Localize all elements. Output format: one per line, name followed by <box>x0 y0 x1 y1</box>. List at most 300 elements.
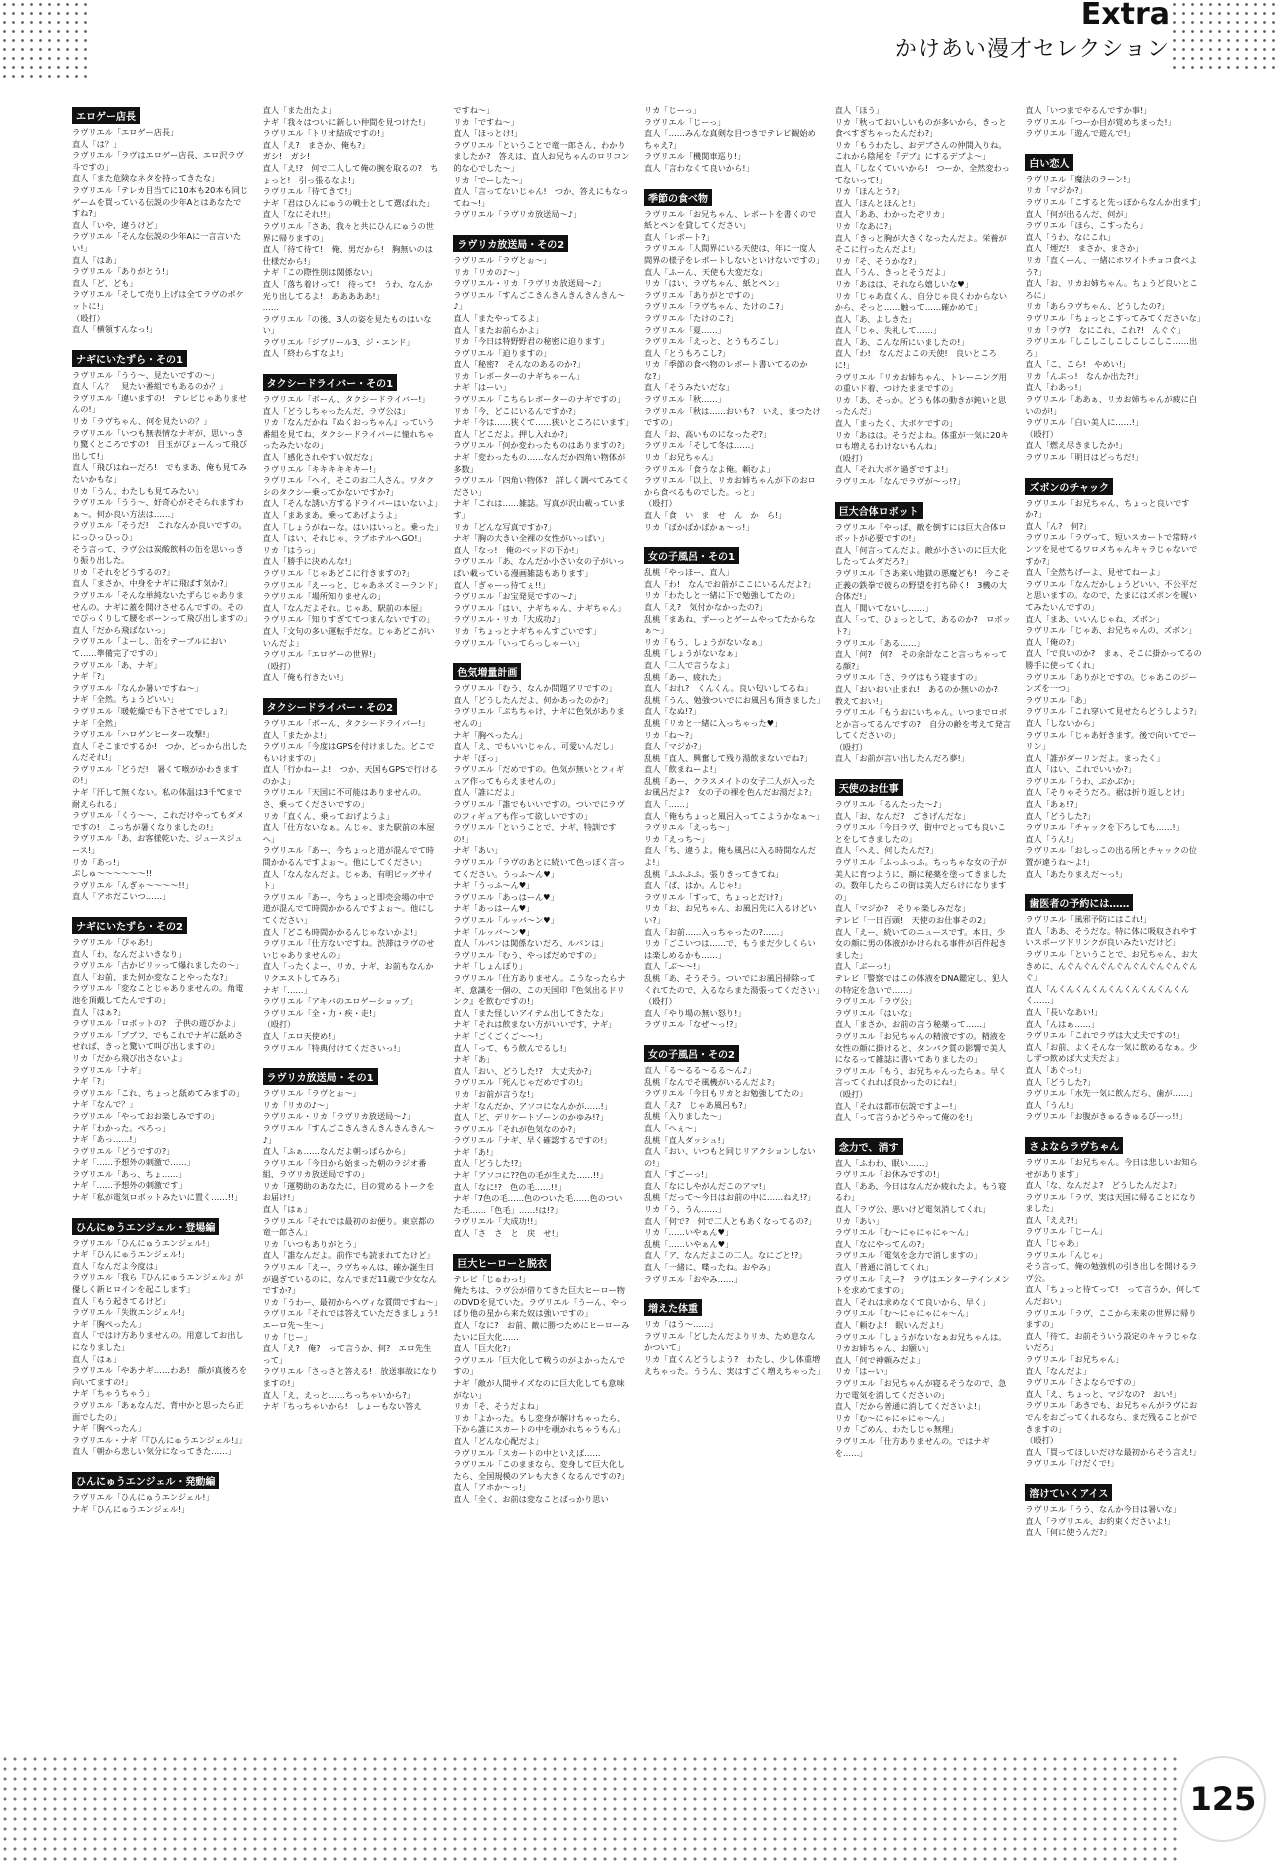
dialogue-line: 直人「とうもろこし?」 <box>644 347 731 358</box>
dialogue-line: ラヴリエル「んじゃ」 <box>1025 1249 1108 1260</box>
dialogue-line: 直人「え? まさか、俺も?」 <box>262 139 370 150</box>
dialogue-line: （殴打） <box>834 741 868 752</box>
dialogue-line: 直人「もう起きてるけど」 <box>72 1295 171 1306</box>
dialogue-line: 直人「なんだよ」 <box>1025 1365 1091 1376</box>
dialogue-line: ラヴリエル「しこしこしこしこしこしこ……出ろ」 <box>1025 336 1198 358</box>
dialogue-line: 直人「お前、よくそんな一気に飲めるなぁ。少しずつ飲めば大丈夫だよ」 <box>1025 1041 1198 1064</box>
dialogue-line: 直人「また出たよ」 <box>262 105 337 115</box>
dialogue-line: ラヴリエル「そうだ! これなんか良いですの。にっひっひっひ」 <box>72 520 247 542</box>
dialogue-line: 直人「それは都市伝説ですよー!」 <box>834 1100 961 1111</box>
dialogue-line: ラヴリエル「ひんにゅうエンジェル!」 <box>72 1237 214 1248</box>
dialogue-line: ラヴリエル「えっち～」 <box>644 822 734 833</box>
dialogue-line: ナギ「胸ぺったん」 <box>72 1318 146 1329</box>
dialogue-line: 直人「まあまあ。乗ってあげようよ」 <box>262 510 402 520</box>
dialogue-line: ナギ「私が電気ロボットみたいに置く……!!」 <box>72 1192 243 1203</box>
section-title: 女の子風呂・その1 <box>644 547 739 564</box>
dialogue-line: 乱桃「ふふふふ。張りきってきてね」 <box>644 868 784 879</box>
dialogue-line: リカ「ほんとう?」 <box>834 186 905 197</box>
dialogue-line: 直人「ぶーっ!」 <box>834 961 895 972</box>
dialogue-line: 直人「わ! なんだよこの天使! 良いところに!」 <box>834 348 997 371</box>
section-title: さよならラヴちゃん <box>1025 1137 1123 1154</box>
dialogue-line: 直人「うん!」 <box>1025 833 1078 844</box>
dialogue-line: リカ「ラヴ? なにこれ、これ?! んぐぐ」 <box>1025 324 1186 335</box>
dialogue-section <box>1025 892 1202 1123</box>
dialogue-line: ラヴリエル「お休みですの!」 <box>834 1169 945 1180</box>
dialogue-line: リカ「うん、わたしも見てみたい」 <box>72 485 204 496</box>
dialogue-line: リカ「お前が言うな!」 <box>453 1088 539 1099</box>
dialogue-line: 直人「それは求めなくて良いから、早く」 <box>834 1296 991 1307</box>
dialogue-line: ラヴリエル「ボーん、タクシードライバー!」 <box>262 394 430 405</box>
dialogue-section <box>262 372 443 684</box>
dialogue-line: 直人「普通に消してくれ」 <box>834 1262 933 1273</box>
dialogue-line: 直人「あぐっ!」 <box>1025 1064 1086 1075</box>
dialogue-line: ラヴリエル「ひんにゅうエンジェル!」 <box>72 1491 214 1502</box>
dialogue-line: ラヴリエル「明日はどっちだ!」 <box>1025 452 1143 463</box>
dialogue-line: ラヴリエル「どうだ! 暑くて喉がかわきますの!」 <box>72 763 239 786</box>
dialogue-line: リカ「はう～……」 <box>644 1319 718 1330</box>
dialogue-line: ナギ「……」 <box>262 984 312 995</box>
dialogue-line: 直人「ぱ、はか。んじゃ!」 <box>644 880 746 891</box>
dialogue-line: 直人「お、高いものになったぞ?」 <box>644 428 772 439</box>
dialogue-line: 直人「まあ、いいんじゃね、ズボン」 <box>1025 613 1165 624</box>
dialogue-line: ラヴリエル「ジブリール3、ジ・エンド」 <box>262 336 415 347</box>
dialogue-line: 直人「……」 <box>644 799 694 810</box>
dialogue-line: ラヴリエル「人間界にいる天使は、年に一度人間界の様子をレポートしないといけないですの」 <box>644 243 825 265</box>
section-title: ひんにゅうエンジェル・登場編 <box>72 1218 219 1235</box>
dialogue-line: ラヴリエル「ナギ」 <box>72 1064 146 1075</box>
dialogue-line: 直人「何で? 何で二人ともあくなってるの?」 <box>644 1215 817 1226</box>
dialogue-line: ラヴリエル「失敗エンジェル!」 <box>72 1307 190 1318</box>
dialogue-line: 直人「どこも時間かかるんじゃないかよ!」 <box>262 926 422 937</box>
dialogue-line: リカ「運勢助のあなたに、目の覚めるトークをお届け!」 <box>262 1180 435 1203</box>
dialogue-line: 直人「わ! なんでお前がここにいるんだよ?」 <box>644 578 816 589</box>
dialogue-line: リカ「えっち～」 <box>644 833 710 844</box>
dialogue-line: リカ「秋っておいしいものが多いから、きっと食べすぎちゃったんだわ?」 <box>834 116 1007 139</box>
dialogue-line: 直人「買ってほしいだけな最初からそう言え!」 <box>1025 1446 1201 1457</box>
dialogue-line: リカ「わたしと一緒に下で勉強してたの」 <box>644 590 800 601</box>
dialogue-line: ラヴリエル「テレカ目当てに10本も20本も同じゲームを買っている伝説の少年Aとはあなたですね?」 <box>72 184 249 219</box>
dialogue-line: ラヴリエル「待てきて!」 <box>262 186 356 197</box>
dialogue-line: リカ「……いやぁん♥」 <box>644 1227 734 1238</box>
dialogue-line: ラヴリエル「ほら、こすったら」 <box>1025 220 1148 231</box>
dialogue-line: テレビ「警察ではこの体液をDNA鑑定し、犯人の特定を急いで……」 <box>834 972 1009 995</box>
dialogue-line: ラヴリエル「ププフ、でもこれでナギに舐めさせれば、きっと驚いて叫び出しますの」 <box>72 1029 244 1052</box>
dialogue-line: 直人「へぇ～」 <box>644 1122 702 1133</box>
dialogue-line: 直人「聞いてないし……」 <box>834 602 933 613</box>
dialogue-line: 直人「ったくよー、リカ、ナギ、お前もなんかリクエストしてみろ」 <box>262 961 434 983</box>
dialogue-line: 直人「俺の?」 <box>1025 636 1079 647</box>
dialogue-line: ラヴリエル「機関車巡り!」 <box>644 151 746 162</box>
dot-pattern-top-left <box>0 0 90 80</box>
section-title: ひんにゅうエンジェル・発動編 <box>72 1472 219 1489</box>
dialogue-line: リカ「ごめん、わたしじゃ無理」 <box>834 1424 958 1435</box>
dialogue-line: ラヴリエル「誰でもいいですの。ついでにラヴのフィギュアも作って欲しいですの」 <box>453 799 625 821</box>
dialogue-line: 乱桃「入りました～」 <box>644 1111 726 1122</box>
dialogue-line: リカ「そ、そうかな?」 <box>834 255 921 266</box>
dialogue-line: 直人「なんだよ今度は」 <box>72 1260 163 1271</box>
dialogue-line: ラヴリエル「魔法のラーン!」 <box>1025 173 1135 184</box>
dialogue-line: ラヴリエル「やあナギ……わあ! 顔が真後ろを向いてますの!」 <box>72 1365 248 1387</box>
dialogue-line: 直人「なぬ!?」 <box>644 706 701 717</box>
dialogue-line: 直人「まさか、中身をナギに飛ばす気か?」 <box>72 578 232 589</box>
dialogue-line: ラヴリエル「む～にゃにゃにゃ～ん」 <box>834 1227 974 1238</box>
dialogue-line: ラヴリエル「変なことじゃありませんの。角電池を頂戴してたんですの」 <box>72 983 244 1005</box>
dialogue-line: ナギ「あ!」 <box>453 1146 498 1157</box>
dialogue-line: 直人「る～るる～るる～ん♪」 <box>644 1064 756 1075</box>
dialogue-line: ナギ「あっはーん♥」 <box>453 903 535 914</box>
dialogue-line: ナギ「?」 <box>72 671 110 682</box>
dialogue-line: ラヴリエル・リカ「大成功♪」 <box>453 614 565 625</box>
dialogue-line: 直人「そうみたいだな」 <box>644 382 735 393</box>
dialogue-line: 直人「どこだよ。押し入れか?」 <box>453 428 573 439</box>
dialogue-line: リカ「いつもありがとう」 <box>262 1238 361 1249</box>
dialogue-line: ラヴリエル「ラヴちゃん、たけのこ?」 <box>644 301 788 312</box>
dialogue-line: 直人「アホか～っ!」 <box>453 1482 531 1493</box>
dialogue-section <box>835 500 1012 765</box>
dialogue-line: 直人「誰がダーリンだよ。まったく」 <box>1025 752 1165 763</box>
dialogue-line: ラヴリエル「それでは答えていただきましょう! エーロ先～生～」 <box>262 1308 446 1330</box>
dialogue-line: ラヴリエル「こちらレポーターのナギですの」 <box>453 394 626 405</box>
dialogue-line: 直人「じゃあ」 <box>1025 1238 1083 1249</box>
dialogue-line: ラヴリエル「お宝発見ですの～♪」 <box>453 591 582 602</box>
dialogue-line: 直人「って、もう飲んでるし!」 <box>453 1042 572 1053</box>
dialogue-line: ラヴリエル「すって、ちょっとだけ?」 <box>644 891 787 902</box>
dialogue-section <box>72 105 249 336</box>
dialogue-line: ラヴリエル「つーか目が覚めちまった!」 <box>1025 116 1176 127</box>
dialogue-line: リカ「じゃあ直くん、自分じゃ良くわからないから、そっと……触って……確かめて」 <box>834 290 1008 313</box>
dialogue-line: 直人「おれ? くんくん。良い匂いしてるね」 <box>644 683 813 694</box>
dialogue-line: 直人「あたりまえだ～っ!」 <box>1025 868 1127 879</box>
dialogue-line: 直人「何に使うんだ?」 <box>1025 1527 1112 1538</box>
dialogue-line: ラヴリエル「ボーん、タクシードライバー!」 <box>262 717 430 728</box>
dialogue-section <box>453 661 630 1240</box>
dialogue-line: ラヴリエル「我ら『ひんにゅうエンジェル』が優しく新ヒロインを起こします」 <box>72 1272 244 1295</box>
dialogue-line: ラヴリエル「特典付けてくださいっ!」 <box>262 1042 405 1053</box>
dialogue-line: 直人「終わらすなよ!」 <box>262 348 348 359</box>
dialogue-line: 直人「なに!? 色の毛……!!」 <box>453 1181 566 1192</box>
dialogue-line: ラヴリエル「それでは最初のお便り。東京都の竜一郎さん」 <box>262 1215 435 1238</box>
dialogue-line: ナギ「汗して無くない。私の体温は3千℃まで耐えられる」 <box>72 787 242 809</box>
dialogue-line: 直人「うん!」 <box>1025 1099 1078 1110</box>
dialogue-line: ラヴリエル「ということで、お兄ちゃん、お大きめに、んぐんぐんぐんぐんぐんぐんぐんぐんぐ」 <box>1025 949 1198 983</box>
dialogue-line: 直人「ほっとけ!」 <box>453 128 523 139</box>
dialogue-line: ラヴリエル「あー、今ちょっと道が混んでて時間かかるんですよぉ～。他にしてください」 <box>262 845 435 868</box>
dialogue-line: ラヴリエル「ぴゃあ!」 <box>72 937 157 947</box>
dialogue-line: ナギ「わかった。ぺろっ」 <box>72 1122 171 1133</box>
dialogue-line: リカ「だから飛び出さないよ」 <box>72 1052 187 1063</box>
dialogue-line: 直人「え? 気付かなかったの?」 <box>644 601 768 612</box>
dialogue-line: ラヴリエル「暖乾燥でも下させてでしょ?」 <box>72 705 232 716</box>
dialogue-line: 乱桃「しょうがないなぁ」 <box>644 648 743 659</box>
dialogue-line: リカ「リカの♪～」 <box>453 266 524 277</box>
dialogue-line: ラヴリエル「風邪予防にはこれ!」 <box>1025 914 1152 925</box>
dialogue-line: ラヴリエル「秋……」 <box>644 394 726 405</box>
dialogue-line: 直人「またやってるよ」 <box>453 312 544 323</box>
dialogue-line: リカ「ね～?」 <box>644 729 698 740</box>
dialogue-line: ラヴリエル「ちょっとこすってみてくださいな」 <box>1025 312 1205 323</box>
dialogue-line: ナギ「我々はついに新しい仲間を見つけた!」 <box>262 116 430 127</box>
dialogue-line: ラヴリエル「うわ、ぶかぶか」 <box>1025 775 1140 786</box>
dialogue-line: 直人「ど、デリケートゾーンのかゆみ!?」 <box>453 1112 609 1123</box>
dialogue-line: 直人「ほう」 <box>834 105 884 115</box>
dialogue-line: 直人「いや、違うけど」 <box>72 219 162 230</box>
dialogue-line: 直人「はぁ」 <box>262 1204 312 1215</box>
dialogue-line: ラヴリエル「今日から始まった朝のラジオ番組、ラヴリカ放送局ですの」 <box>262 1157 427 1180</box>
dialogue-line: 直人「ええ?!」 <box>1025 1214 1083 1225</box>
dialogue-line: ガシ! ガシ! <box>262 151 311 162</box>
dialogue-line: ラヴリエル「全・力・疾・走!」 <box>262 1007 381 1018</box>
dialogue-line: 直人「んはぁ……」 <box>1025 1018 1100 1029</box>
dialogue-line: 直人「え? 俺? って言うか、何? エロ先生って」 <box>262 1343 432 1365</box>
header-subtitle: かけあい漫才セレクション <box>894 37 1170 62</box>
dialogue-line: ラヴリエル「さよならですの」 <box>1025 1377 1140 1388</box>
dialogue-line: 直人「ではけ方ありませんの。用意してお出しになりました」 <box>72 1330 244 1352</box>
dialogue-line: ラヴリエル「古かビリッって爆れましたの～」 <box>72 960 244 971</box>
dialogue-line: （殴打） <box>1025 1435 1059 1446</box>
dialogue-line: リカ「む～にゃにゃにゃ～ん」 <box>834 1412 949 1423</box>
dialogue-line: リカ「あっ!」 <box>72 856 125 867</box>
dialogue-line: 直人「はぁ」 <box>72 1353 122 1364</box>
dialogue-line: 直人「なんなんだよ。じゃあ、有明ビッグサイト」 <box>262 868 434 891</box>
section-title: ナギにいたずら・その2 <box>72 917 187 934</box>
dialogue-line: 直人「飛びはねーだろ! でもまあ、俺も見てみたいかもな」 <box>72 462 247 485</box>
dialogue-line: ナギ「今は……狭くて……狭いところにいます」 <box>453 417 634 428</box>
dialogue-line: リカ「もう、しょうがないなぁ」 <box>644 636 767 647</box>
dialogue-line: ラヴリエル「はいな」 <box>834 1007 917 1018</box>
dialogue-line: ラヴリエル「エロゲーの世界!」 <box>262 649 381 660</box>
dialogue-section <box>453 233 634 649</box>
dialogue-line: 直人「お前……入っちゃったの?……」 <box>644 926 788 937</box>
dialogue-line: 乱桃「あ、そうそう。ついでにお風呂掃除ってくれてたので、入るならまた湯張ってください」 <box>644 972 824 995</box>
dialogue-line: 直人「二人で言うなよ」 <box>644 659 735 670</box>
section-title: ラヴリカ放送局・その1 <box>263 1068 378 1085</box>
dialogue-line: ラヴリエル「ある……」 <box>834 637 925 648</box>
dialogue-line: ラヴリエル「お兄ちゃん、ちょっと良いですか?」 <box>1025 497 1190 520</box>
dialogue-section <box>72 348 252 903</box>
dialogue-line: ラヴリエル「ルッパ～ン♥」 <box>453 915 559 925</box>
dialogue-line: 直人「え、でもいいじゃん、可愛いんだし」 <box>453 741 619 752</box>
dialogue-line: ラヴリエル「ぷちちゃけ、ナギに色気がありませんの」 <box>453 706 625 728</box>
section-title: 巨大ヒーローと脱衣 <box>453 1254 551 1271</box>
dialogue-line: ラヴリエル「ありがとう!」 <box>72 266 174 277</box>
dialogue-line: ラヴリエル「トリオ結成ですの!」 <box>262 128 389 139</box>
dialogue-line: ラヴリエル「あきでも、お兄ちゃんがラヴにおでんをおごってくれるなら、まだ残ることができますの」 <box>1025 1400 1198 1434</box>
dialogue-line: （殴打） <box>1025 428 1059 439</box>
dialogue-line: リカ「直くんどうしよう? わたし、少し体重増えちゃった。ううん、実はすごく増えちゃった」 <box>644 1354 825 1376</box>
dialogue-line: 乱桃「あー、クラスメイトの女子二人が入ったお風呂だよ? 女の子の裸を色んだお湯だよ?」 <box>644 775 817 798</box>
dialogue-line: ラヴリエル「えー、ラヴちゃんは、確か誕生日が過ぎているのに、なんでまだ11歳で少女なんですか?」 <box>262 1262 437 1296</box>
dialogue-section <box>835 777 1012 1124</box>
dialogue-line: そう言って、ラヴ公は炭酸飲料の缶を思いっきり振り出した。 <box>72 543 244 566</box>
dialogue-line: ラヴリエル「チャックを下ろしても……!」 <box>1025 822 1184 833</box>
dialogue-line: ラヴリエル「ありがとですの。じゃあこのジーンズを一つ」 <box>1025 671 1197 694</box>
dialogue-section <box>72 1216 249 1458</box>
dialogue-line: 直人「なに? お前、敵に勝つためにヒーローみたいに巨大化…… <box>453 1320 630 1342</box>
dialogue-line: ラヴリエル「んぎゃ～～～～!!」 <box>72 879 194 890</box>
dialogue-line: リカ「もうわたし、おデブさんの仲間入りね。これから陰尾を『デブ』にするデブよ～」 <box>834 139 1007 162</box>
dialogue-section <box>262 1066 446 1413</box>
dialogue-line: 直人「んくんくんくんくんくんくんくんくんく……」 <box>1025 983 1190 1006</box>
dialogue-line: 俺たちは、ラヴ公が借りてきた巨大ヒーロー物のDVDを見ていた。ラヴリエル「うーん、やっぱり他の星から来た奴は強いですの」 <box>453 1285 628 1319</box>
dialogue-line: ラヴリエル「おやみ……」 <box>644 1273 743 1284</box>
dialogue-line: ナギ「胸の大きい全裸の女性がいっぱい」 <box>453 533 609 544</box>
dialogue-line: リカ「季節の食べ物のレポート書いてるのかな?」 <box>644 359 808 381</box>
dialogue-section <box>72 1470 249 1515</box>
dialogue-line: （殴打） <box>644 498 677 509</box>
dialogue-line: 直人「巨大化?」 <box>453 1343 516 1354</box>
dialogue-line: ラヴリエル「そして売り上げは全てラヴのポケットに!」 <box>72 289 244 311</box>
dialogue-line: ナギ「7色の毛……色のついた毛……色のついた毛……「色毛」……!は!?」 <box>453 1193 623 1215</box>
section-title: 季節の食べ物 <box>644 189 712 206</box>
dialogue-line: 直人「マジか? そりゃ楽しみだな」 <box>834 903 971 914</box>
dialogue-line: 直人「はあ」 <box>72 254 122 265</box>
section-title: タクシードライバー・その1 <box>263 374 397 391</box>
dialogue-line: 乱桃「リカと一緒に入っちゃった♥」 <box>644 717 783 728</box>
dialogue-line: リカ「なあに?」 <box>834 220 897 231</box>
dialogue-line: ラヴリエル・リカ「ラヴリカ放送局～♪」 <box>262 1111 415 1122</box>
dialogue-line: 直人「さ さ と 戻 せ!」 <box>453 1228 564 1239</box>
dialogue-line: 直人「え、ちょっと、マジなの? おい!」 <box>1025 1388 1181 1399</box>
dialogue-line: 直人「どうしちゃったんだ、ラヴ公は」 <box>262 405 411 416</box>
dialogue-line: ラヴリエル「食うなよ俺。頼むよ」 <box>644 463 775 474</box>
section-title: ナギにいたずら・その1 <box>72 350 187 367</box>
dialogue-line: ラヴリエル「もう、お兄ちゃんったらぁ。早く言ってくれれば良かったのにね!」 <box>834 1065 1007 1088</box>
dialogue-line: ラヴリエル「うう～、好奇心がそそられますわぁ～。何か良い方法は……」 <box>72 497 244 519</box>
dialogue-line: 直人「え? じゃあ風呂も?」 <box>644 1099 751 1110</box>
dot-pattern-bottom <box>0 1754 1180 1864</box>
dialogue-line: リカ「リカの♪～」 <box>262 1099 334 1110</box>
dialogue-line: ラヴリエル「今日もリカとお勉強してたの」 <box>644 1088 808 1099</box>
dialogue-section <box>644 187 825 534</box>
dialogue-line: ナギ「これは……雑誌。写真が沢山載っています」 <box>453 498 626 520</box>
dialogue-line: 直人「秘密? そんなのあるのか?」 <box>453 359 585 370</box>
dialogue-line: ラヴリエル「ありがとですの」 <box>644 289 759 300</box>
dialogue-line: ラヴリエル「の後、3人の姿を見たものはいない」 <box>262 313 432 336</box>
dialogue-line: 直人「お前が言い出したんだろ夢!」 <box>834 753 969 764</box>
dialogue-line: ラヴリエル「たけのこ?」 <box>644 312 739 323</box>
dialogue-section <box>263 696 440 1054</box>
dialogue-line: 直人「お、リカお姉ちゃん。ちょうど良いところに」 <box>1025 278 1198 300</box>
dialogue-line: 直人「頼むよ! 眠いんだよ!」 <box>834 1320 948 1330</box>
dialogue-line: 直人「しないから」 <box>1025 717 1100 728</box>
dialogue-section <box>644 1043 821 1285</box>
dialogue-line: 直人「文句の多い運転手だな。じゃあどこがいいんだよ」 <box>262 625 435 648</box>
dialogue-line: 直人「長いなあい!」 <box>1025 1006 1103 1017</box>
dialogue-line: 直人「食 い ま せ ん か ら!」 <box>644 510 787 520</box>
dialogue-line: ラヴリエル「じゃあ、お兄ちゃんの、ズボン」 <box>1025 625 1197 636</box>
dialogue-line: ラヴリエル「これでラヴは大丈夫ですの!」 <box>1025 1030 1185 1041</box>
dialogue-line: ラヴリエル「どうですの?」 <box>72 1145 175 1156</box>
dialogue-line: 直人「感化されやすい奴だな」 <box>262 452 378 463</box>
dialogue-line: リカ「そ、そうだよね」 <box>453 1401 544 1412</box>
dialogue-section <box>644 105 821 175</box>
section-title: 女の子風呂・その2 <box>644 1045 739 1062</box>
dialogue-line: 直人「きっと胸が大きくなったんだよ。栄養がそこに行ったんだよ!」 <box>834 232 1007 255</box>
dialogue-line: 直人「ぎゃーっ待てぇ!!」 <box>453 579 550 590</box>
dialogue-line: ラヴリエル「む～にゃにゃにゃ～ん」 <box>834 1308 974 1319</box>
dialogue-line: 直人「全く、お前は変なことばっかり思い <box>453 1493 609 1504</box>
dialogue-line: ナギ「……予想外の刺激で……」 <box>72 1157 195 1168</box>
section-title: 増えた体重 <box>644 1299 702 1316</box>
dialogue-line: ナギ「ちゃうちゃう」 <box>72 1388 154 1399</box>
dialogue-section <box>453 1252 630 1506</box>
dialogue-line: 直人「煙だ! まさか、まさか」 <box>1025 243 1144 254</box>
dialogue-line: 直人「へえ、何したんだ?」 <box>834 845 938 856</box>
dialogue-line: リカ「直くーん、一緒にホワイトチョコ食べよう?」 <box>1025 254 1198 277</box>
dialogue-line: ラヴリエル「ラヴ、実は天国に帰ることになりました」 <box>1025 1191 1197 1214</box>
dialogue-line: テレビ「一日百頭! 天使のお仕事その2」 <box>834 915 991 925</box>
dialogue-line: ラヴリエル「お兄ちゃん」 <box>1025 1354 1124 1364</box>
dialogue-line: ラヴリエル「ロボットの? 子供の遊びかよ」 <box>72 1018 240 1029</box>
dialogue-line: ラヴリエル「このままなら、変身して巨大化したら、全国規模のアレも大きくなるんですの?」 <box>453 1459 630 1481</box>
dialogue-line: ラヴリエル「えーっと、じゃあネズミーランド」 <box>262 579 443 590</box>
dialogue-line: ラヴリエル「いつも無表情なナギが、思いっきり驚くところですの! 目玉がぴょーんって飛び出して!」 <box>72 427 248 461</box>
dialogue-line: ラヴリエル「ラヴ、ここから未来の世界に帰りますの」 <box>1025 1307 1197 1330</box>
dialogue-section <box>1025 105 1202 140</box>
dialogue-line: 直人「なにそれ!!」 <box>262 209 335 220</box>
dialogue-line: 直人「俺もちょっと風呂入ってこようかなぁ～」 <box>644 810 825 821</box>
dialogue-line: 直人「俺も行きたい!」 <box>262 672 348 683</box>
dialogue-line: 直人「ああ、わかったぞリカ」 <box>834 209 949 220</box>
dialogue-line: ラヴリエル「仕方ないですね。渋滞はラヴのせいじゃありませんの」 <box>262 938 435 960</box>
dialogue-line: ラヴリエル「あ、ナギ」 <box>72 659 162 670</box>
dialogue-line: 乱桃「やっほー、直人」 <box>644 567 734 578</box>
dialogue-line: リカ「あらラヴちゃん、どうしたの?」 <box>1025 301 1170 312</box>
dialogue-line: 直人「おいおい止まれ! あるのか無いのか? 教えておい!」 <box>834 683 1007 706</box>
dialogue-line: 直人「な、なんだよ? どうしたんだよ?」 <box>1025 1180 1182 1191</box>
dialogue-line: 直人「だから飛ばないっ」 <box>72 624 171 635</box>
dialogue-line: ラヴリエル「あっ、ちょ……」 <box>72 1168 187 1179</box>
dialogue-line: （殴打） <box>834 452 868 463</box>
dialogue-line: リカ「はーい」 <box>834 1366 892 1377</box>
text-column <box>835 105 1012 1775</box>
dialogue-line: 直人「朝から悲しい気分になってきた……」 <box>72 1446 236 1457</box>
dialogue-line: ラヴリエル「そして冬は……」 <box>644 440 759 451</box>
dialogue-line: 直人「ふーん、天使も大変だな」 <box>644 266 768 277</box>
dialogue-line: 乱桃「だって～今日はお前の中に……ねえ!?」 <box>644 1192 816 1203</box>
section-title: タクシードライバー・その2 <box>263 698 397 715</box>
dialogue-line: 直人「何が出るんだ、何が」 <box>1025 208 1132 219</box>
dialogue-line: ナギ「あっ……!」 <box>72 1134 141 1145</box>
dialogue-section <box>835 1136 1012 1459</box>
dialogue-line: 直人「うん、きっとそうだよ」 <box>834 267 950 278</box>
dialogue-line: ラヴリエル「あ、お客様乾いた、ジュースジュース!」 <box>72 833 243 856</box>
dialogue-line: 直人「待て待て! 俺、男だから! 胸無いのは仕様だから!」 <box>262 244 433 266</box>
text-column <box>1025 105 1206 1775</box>
dialogue-line: 直人「え、えっと……ちっちゃいから?」 <box>262 1389 415 1400</box>
dialogue-line: ラヴリエル「お兄ちゃんの精液ですの。精液を女性の顔に掛けると、タンパク質の影響で美人になるって雑誌に書いてありましたの」 <box>834 1030 1007 1065</box>
dialogue-line: リカ「なんだかね『ぬくおっちゃん』っていう番組を見てね、タクシードライバーに憧れちゃったみたいなの」 <box>262 417 435 451</box>
dialogue-line: ラヴリエル「えっと、とうもろこし」 <box>644 336 784 347</box>
dialogue-line: ラヴリエル「巨大化して戦うのがよかったんですの」 <box>453 1354 626 1377</box>
dialogue-line: 乱桃「うん、勉強ついでにお風呂も頂きました」 <box>644 694 825 705</box>
dialogue-line: ぷしゅ～～～～～～!! <box>72 868 153 879</box>
section-title: 歯医者の予約には…… <box>1025 894 1133 911</box>
dialogue-line: ナギ「全然」 <box>72 717 122 728</box>
dialogue-line: ナギ「ごくごくご～～!」 <box>453 1030 547 1041</box>
dialogue-line: ラヴリエル「四角い物体? 詳しく調べてみてください」 <box>453 475 630 497</box>
dialogue-line: ラヴリエル「あ」 <box>1025 694 1091 705</box>
dialogue-line: ラヴリエル「ラヴのあとに続いて色っぽく言ってください。うっふ～ん♥」 <box>453 857 626 879</box>
dialogue-line: ラヴリエル「ハロゲンヒーター攻撃!」 <box>72 729 214 740</box>
dialogue-line: ナギ「なんで？」 <box>72 1099 138 1110</box>
dialogue-line: ラヴリエル「ということで、ナギ、特訓ですの!」 <box>453 822 617 844</box>
dialogue-line: 直人「ルパンは関係ないだろ、ルパンは」 <box>453 938 608 949</box>
dialogue-line: 直人「えー、続いてのニュースです。本日、少女の顔に男の体液がかけられる事件が百件起きました」 <box>834 926 1007 960</box>
dialogue-line: ラヴリエル「エロゲー店長」 <box>72 127 179 137</box>
dialogue-line: ラヴリエル「違いますの! テレビじゃありませんの!」 <box>72 392 247 415</box>
dialogue-line: リカ「どんな写真ですか?」 <box>453 521 556 532</box>
